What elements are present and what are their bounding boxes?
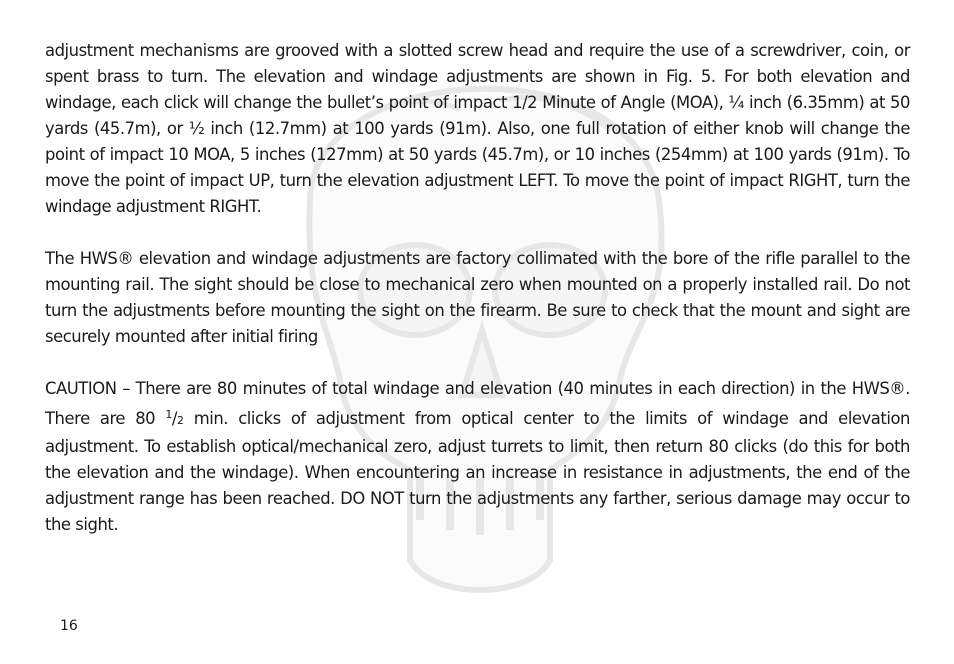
paragraph-caution (45, 376, 910, 538)
fraction-numerator: 1 (165, 408, 172, 421)
page-number: 16 (60, 618, 78, 634)
caution-text-start: CAUTION – There are 80 minutes of total windage and elevation (40 minutes in each direction) in the HWS®. There are 80 (45, 379, 910, 428)
caution-text-end: min. clicks of adjustment from optical center to the limits of windage and elevation adjustment. To establish optical/mechanical zero, adjust turrets to limit, then return 80 clicks (do this for both the elevation and the windage). When encountering an increase in resistance in adjustments, the end of the adjustment range has been reached. DO NOT turn the adjustments any farther, serious damage may occur to the sight. (45, 409, 910, 534)
document-body (45, 38, 910, 564)
paragraph-adjustment-mechanisms: adjustment mechanisms are grooved with a slotted screw head and require the use of a screwdriver, coin, or spent brass to turn. The elevation and windage adjustments are shown in Fig. 5. For both elevation and windage, each click will change the bullet’s point of impact 1/2 Minute of Angle (MOA), ¼ inch (6.35mm) at 50 yards (45.7m), or ½ inch (12.7mm) at 100 yards (91m). Also, one full rotation of either knob will change the point of impact 10 MOA, 5 inches (127mm) at 50 yards (45.7m), or 10 inches (254mm) at 100 yards (91m). To move the point of impact UP, turn the elevation adjustment LEFT. To move the point of impact RIGHT, turn the windage adjustment RIGHT. (45, 41, 910, 216)
fraction-denominator: 2 (176, 414, 184, 427)
fraction-slash: / (171, 409, 177, 428)
paragraph-factory-collimation: The HWS® elevation and windage adjustments are factory collimated with the bore of the rifle parallel to the mounting rail. The sight should be close to mechanical zero when mounted on a properly installed rail. Do not turn the adjustments before mounting the sight on the firearm. Be sure to check that the mount and sight are securely mounted after initial firing (45, 249, 910, 346)
